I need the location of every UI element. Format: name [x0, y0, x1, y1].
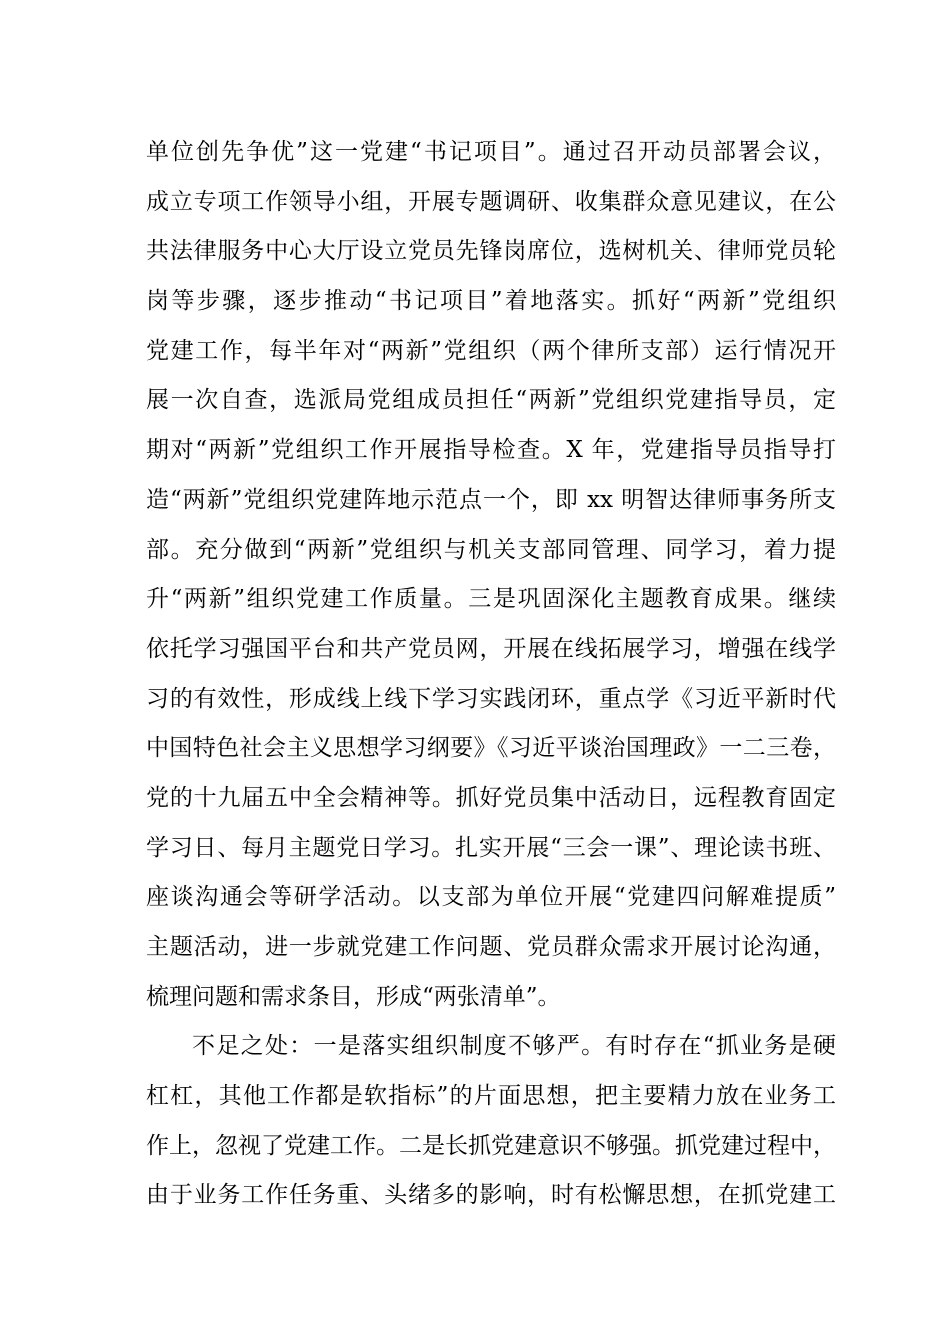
text-line: 展一次自查，选派局党组成员担任“两新”党组织党建指导员，定 [146, 387, 836, 414]
text-line: 杠杠，其他工作都是软指标”的片面思想，把主要精力放在业务工 [146, 1083, 836, 1110]
text-line: 座谈沟通会等研学活动。以支部为单位开展“党建四问解难提质” [146, 884, 836, 911]
text-line: 部。充分做到“两新”党组织与机关支部同管理、同学习，着力提 [146, 536, 836, 563]
text-line: 岗等步骤，逐步推动“书记项目”着地落实。抓好“两新”党组织 [146, 288, 836, 315]
text-line: 升“两新”组织党建工作质量。三是巩固深化主题教育成果。继续 [146, 586, 836, 613]
text-line: 作上，忽视了党建工作。二是长抓党建意识不够强。抓党建过程中， [146, 1132, 836, 1159]
text-line: 期对“两新”党组织工作开展指导检查。X 年，党建指导员指导打 [146, 437, 836, 464]
text-line-first: 不足之处：一是落实组织制度不够严。有时存在“抓业务是硬 [192, 1033, 836, 1060]
text-line: 党建工作，每半年对“两新”党组织（两个律所支部）运行情况开 [146, 337, 836, 364]
text-line: 习的有效性，形成线上线下学习实践闭环，重点学《习近平新时代 [146, 685, 836, 712]
text-line: 中国特色社会主义思想学习纲要》《习近平谈治国理政》一二三卷， [146, 735, 836, 762]
text-line: 造“两新”党组织党建阵地示范点一个，即 xx 明智达律师事务所支 [146, 486, 836, 513]
paragraph-2 [146, 1022, 836, 1221]
text-line: 主题活动，进一步就党建工作问题、党员群众需求开展讨论沟通， [146, 934, 836, 960]
text-line: 由于业务工作任务重、头绪多的影响，时有松懈思想，在抓党建工 [146, 1182, 836, 1209]
text-line-last: 梳理问题和需求条目，形成“两张清单”。 [146, 983, 561, 1010]
paragraph-1 [146, 128, 836, 1022]
text-line: 党的十九届五中全会精神等。抓好党员集中活动日，远程教育固定 [146, 784, 836, 811]
text-line: 共法律服务中心大厅设立党员先锋岗席位，选树机关、律师党员轮 [146, 238, 836, 265]
text-line: 成立专项工作领导小组，开展专题调研、收集群众意见建议，在公 [146, 188, 836, 215]
text-line: 依托学习强国平台和共产党员网，开展在线拓展学习，增强在线学 [146, 635, 836, 662]
text-line: 单位创先争优”这一党建“书记项目”。通过召开动员部署会议， [146, 139, 836, 165]
document-body [146, 128, 836, 1221]
text-line: 学习日、每月主题党日学习。扎实开展“三会一课”、理论读书班、 [146, 834, 836, 861]
